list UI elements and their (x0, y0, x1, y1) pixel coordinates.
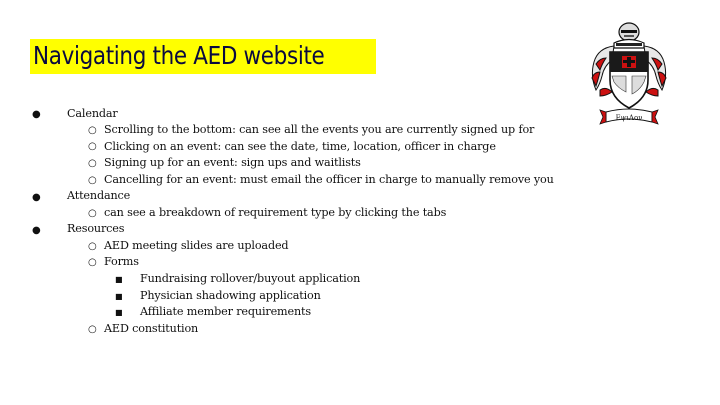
slide-title: Navigating the AED website (33, 41, 325, 70)
bullet-level2: ○ (88, 241, 97, 252)
list-item: AED meeting slides are uploaded (104, 239, 289, 252)
bullet-level1: ● (32, 109, 41, 120)
list-item: Cancelling for an event: must email the officer in charge to manually remove you (104, 173, 554, 186)
motto-scroll-icon (600, 109, 658, 124)
bullet-level1: ● (32, 192, 41, 203)
bullet-level2: ○ (88, 175, 97, 186)
list-item: Attendance (67, 189, 131, 202)
list-item: Forms (104, 255, 139, 268)
shield-icon (610, 52, 648, 108)
fraternity-crest-logo (586, 18, 672, 128)
list-item: Physician shadowing application (140, 289, 321, 302)
list-item: Resources (67, 222, 125, 235)
bullet-level1: ● (32, 225, 41, 236)
list-item: Clicking on an event: can see the date, time, location, officer in charge (104, 140, 496, 153)
bullet-level3: ■ (115, 308, 123, 317)
bullet-level3: ■ (115, 275, 123, 284)
list-item: AED constitution (104, 322, 199, 335)
list-item: Signing up for an event: sign ups and waitlists (104, 156, 361, 169)
bullet-level3: ■ (115, 292, 123, 301)
list-item: can see a breakdown of requirement type by clicking the tabs (104, 206, 447, 219)
bullet-level2: ○ (88, 208, 97, 219)
list-item: Affiliate member requirements (140, 305, 311, 318)
crest-motto: ΕψιΛον (615, 114, 643, 122)
bullet-level2: ○ (88, 324, 97, 335)
list-item: Calendar (67, 107, 118, 120)
list-item: Scrolling to the bottom: can see all the events you are currently signed up for (104, 123, 535, 136)
bullet-level2: ○ (88, 158, 97, 169)
bullet-level2: ○ (88, 125, 97, 136)
helmet-icon (614, 23, 644, 48)
list-item: Fundraising rollover/buyout application (140, 272, 361, 285)
bullet-level2: ○ (88, 141, 97, 152)
bullet-level2: ○ (88, 257, 97, 268)
